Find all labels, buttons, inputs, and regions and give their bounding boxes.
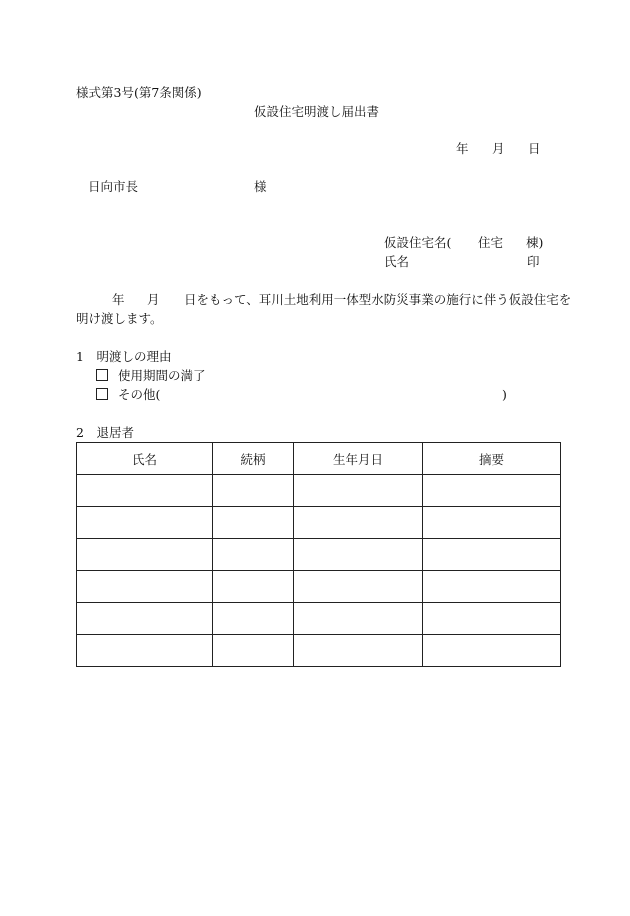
remarks-cell[interactable]: [423, 603, 561, 635]
form-number: 様式第3号(第7条関係): [76, 85, 202, 100]
table-row: [77, 507, 561, 539]
residents-table: [76, 442, 561, 667]
column-header-birthdate: 生年月日: [294, 443, 423, 475]
birthdate-cell[interactable]: [294, 571, 423, 603]
section2-heading: 2 退居者: [76, 425, 134, 440]
body-month-label: 月: [147, 292, 160, 307]
name-cell[interactable]: [77, 571, 213, 603]
body-text-line1: 日をもって、耳川土地利用一体型水防災事業の施行に伴う仮設住宅を: [184, 292, 572, 307]
name-cell[interactable]: [77, 539, 213, 571]
applicant-name-label: 氏名: [384, 254, 410, 269]
reason-option-other-label: その他(: [118, 387, 161, 402]
date-month-label: 月: [492, 141, 505, 156]
reason-option-expiry-label: 使用期間の満了: [118, 368, 206, 383]
relationship-cell[interactable]: [213, 475, 294, 507]
relationship-cell[interactable]: [213, 539, 294, 571]
relationship-cell[interactable]: [213, 507, 294, 539]
remarks-cell[interactable]: [423, 507, 561, 539]
section1-heading: 1 明渡しの理由: [76, 349, 172, 364]
table-row: [77, 603, 561, 635]
date-year-label: 年: [456, 141, 469, 156]
addressee-name: 日向市長: [88, 179, 139, 194]
table-header-row: [77, 443, 561, 475]
relationship-cell[interactable]: [213, 635, 294, 667]
relationship-cell[interactable]: [213, 571, 294, 603]
seal-label: 印: [527, 254, 540, 269]
table-row: [77, 635, 561, 667]
document-title: 仮設住宅明渡し届出書: [254, 104, 380, 119]
column-header-remarks: 摘要: [423, 443, 561, 475]
birthdate-cell[interactable]: [294, 475, 423, 507]
name-cell[interactable]: [77, 603, 213, 635]
checkbox-expiry[interactable]: [96, 369, 108, 381]
column-header-name: 氏名: [77, 443, 213, 475]
birthdate-cell[interactable]: [294, 603, 423, 635]
checkbox-other[interactable]: [96, 388, 108, 400]
addressee-honorific: 様: [254, 179, 267, 194]
reason-option-expiry[interactable]: [96, 367, 206, 385]
date-day-label: 日: [528, 141, 541, 156]
birthdate-cell[interactable]: [294, 635, 423, 667]
remarks-cell[interactable]: [423, 539, 561, 571]
name-cell[interactable]: [77, 475, 213, 507]
column-header-relationship: 続柄: [213, 443, 294, 475]
remarks-cell[interactable]: [423, 475, 561, 507]
birthdate-cell[interactable]: [294, 539, 423, 571]
remarks-cell[interactable]: [423, 571, 561, 603]
body-year-label: 年: [112, 292, 125, 307]
table-row: [77, 571, 561, 603]
body-text-line2: 明け渡します。: [76, 311, 163, 326]
relationship-cell[interactable]: [213, 603, 294, 635]
birthdate-cell[interactable]: [294, 507, 423, 539]
name-cell[interactable]: [77, 507, 213, 539]
building-suffix-label: 棟): [526, 235, 544, 250]
housing-type-label: 住宅: [478, 235, 504, 250]
name-cell[interactable]: [77, 635, 213, 667]
table-row: [77, 475, 561, 507]
housing-name-label: 仮設住宅名(: [384, 235, 452, 250]
table-body: [77, 475, 561, 667]
reason-other-close-paren: ): [502, 387, 507, 402]
remarks-cell[interactable]: [423, 635, 561, 667]
table-row: [77, 539, 561, 571]
reason-option-other[interactable]: [96, 386, 160, 404]
